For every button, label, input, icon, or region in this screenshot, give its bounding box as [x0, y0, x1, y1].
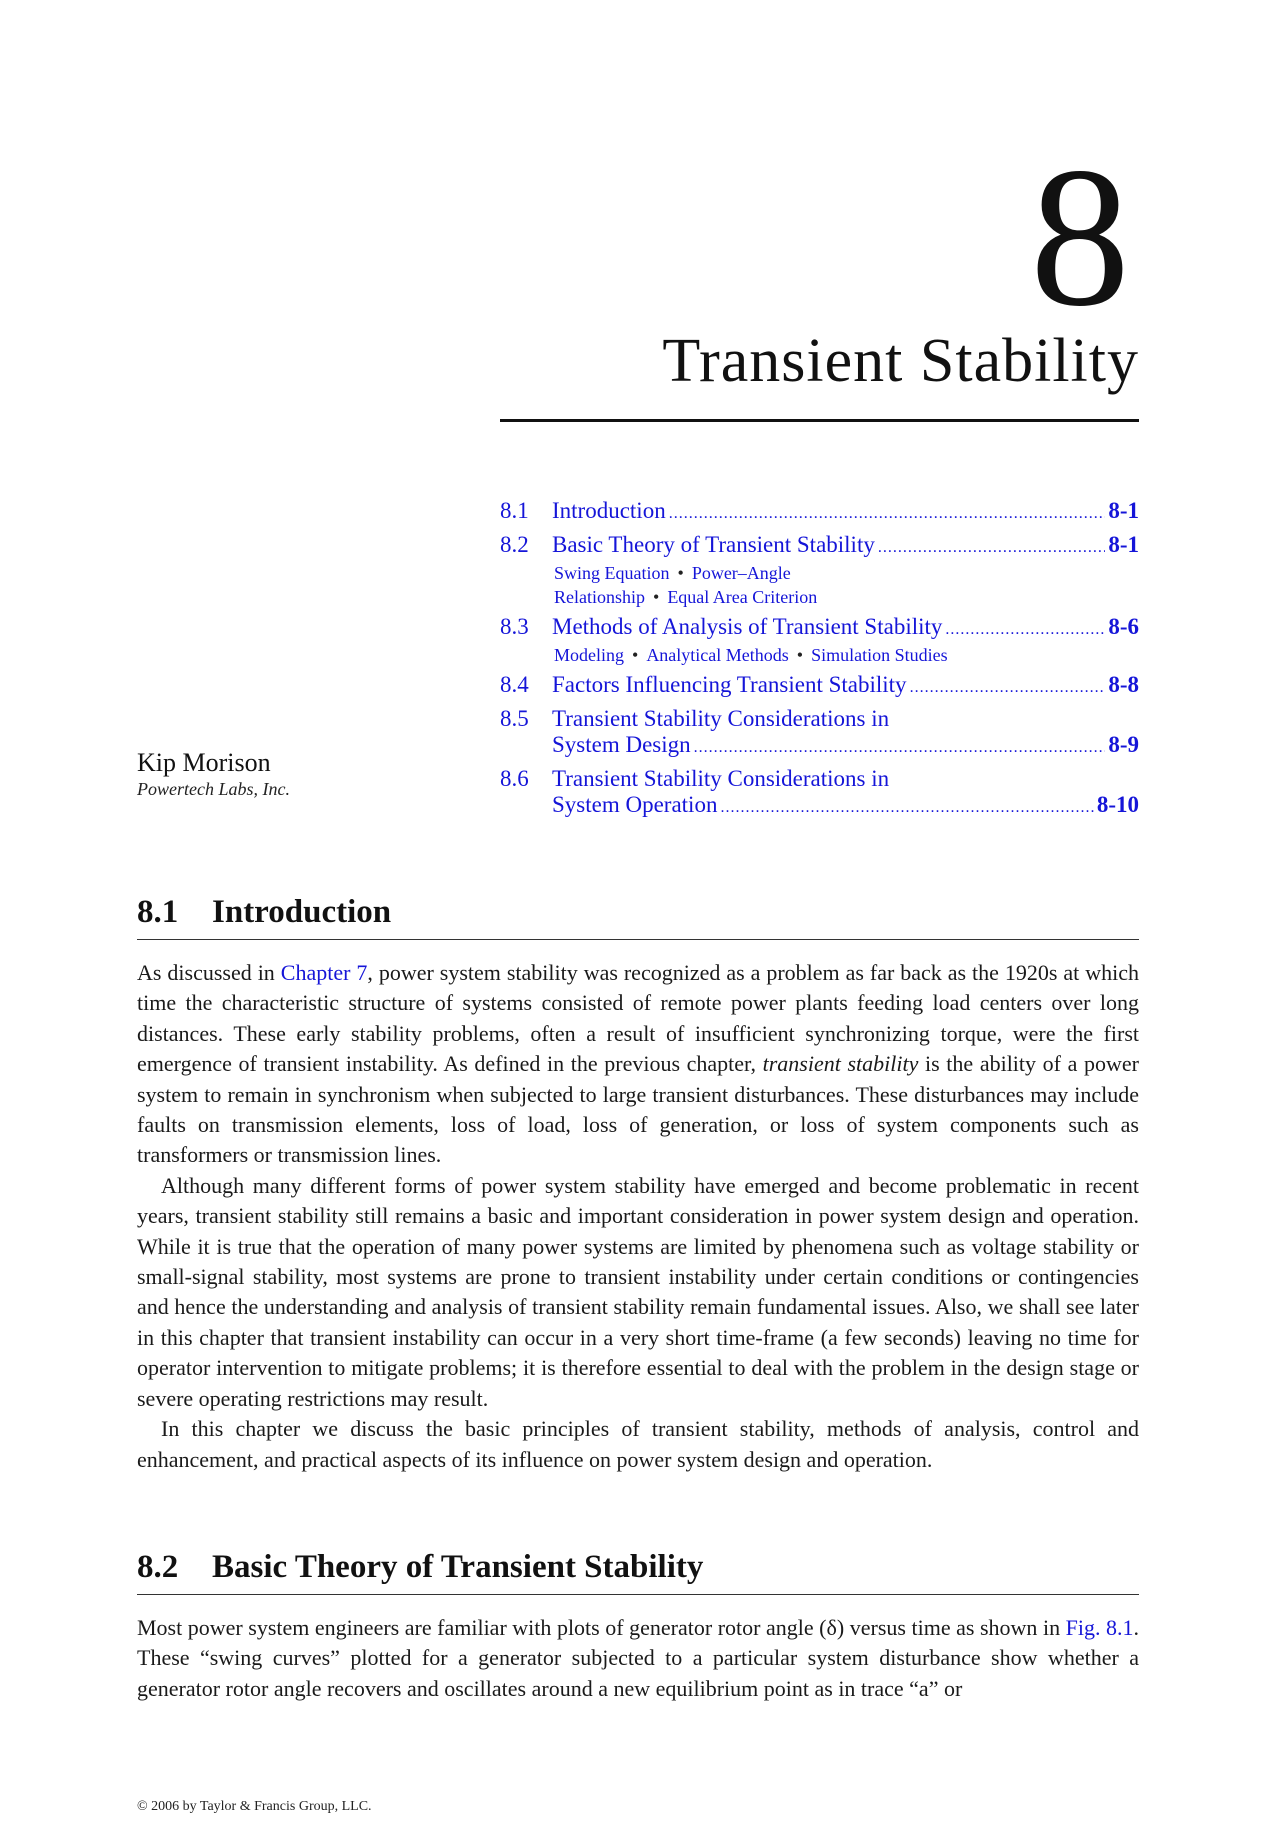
table-of-contents — [500, 498, 1139, 821]
toc-entry-number: 8.5 — [500, 706, 529, 731]
section-heading-introduction — [137, 893, 1139, 940]
toc-entry-system-design[interactable] — [500, 706, 1139, 761]
toc-entry-label[interactable]: Transient Stability Considerations in — [552, 706, 890, 731]
toc-entry-label[interactable]: Transient Stability Considerations in — [552, 766, 890, 791]
author-name: Kip Morison — [137, 748, 271, 777]
section-heading-basic-theory — [137, 1548, 1139, 1595]
toc-entry-factors[interactable] — [500, 672, 1139, 701]
text-run: . These “swing curves” plotted for a generator subjected to a particular system disturbance show whether a generator rotor angle recovers and oscillates around a new equilibrium point as in trace “a” or — [137, 1615, 1139, 1701]
toc-subtopic[interactable]: Equal Area Criterion — [667, 587, 818, 607]
toc-entry-label-continued[interactable]: System Design — [552, 732, 691, 757]
toc-entry-page[interactable]: 8-9 — [1108, 732, 1139, 757]
text-run: As discussed in — [137, 960, 281, 985]
toc-subtopic[interactable]: Power–Angle — [691, 563, 791, 583]
toc-entry-label[interactable]: Introduction — [552, 498, 666, 523]
figure-8-1-link[interactable]: Fig. 8.1 — [1065, 1615, 1134, 1640]
toc-entry-number: 8.2 — [500, 532, 529, 557]
toc-leader-dots — [669, 501, 1106, 527]
paragraph — [137, 1613, 1139, 1704]
text-run: is the ability of a power system to remain in synchronism when subjected to large transient disturbances. These disturbances may include faults on transmission elements, loss of load, loss of generation, or loss of system components such as transformers or transmission lines. — [137, 1051, 1139, 1168]
toc-entry-page[interactable]: 8-1 — [1108, 498, 1139, 523]
text-run: Most power system engineers are familiar with plots of generator rotor angle (δ) versus time as shown in — [137, 1615, 1066, 1640]
toc-entry-number: 8.3 — [500, 614, 529, 639]
toc-entry-label[interactable]: Factors Influencing Transient Stability — [552, 672, 907, 697]
chapter-number: 8 — [1030, 127, 1130, 348]
toc-subtopics — [500, 561, 1139, 585]
toc-entry-label[interactable]: Basic Theory of Transient Stability — [552, 532, 875, 557]
toc-leader-dots — [878, 535, 1105, 561]
chapter-7-link[interactable]: Chapter 7 — [280, 960, 368, 985]
toc-subtopic[interactable]: Simulation Studies — [811, 645, 948, 665]
section-number: 8.2 — [137, 1549, 179, 1585]
paragraph: Although many different forms of power system stability have emerged and become problematic in recent years, transient stability still remains a basic and important consideration in power system design and operation. While it is true that the operation of many power systems are limited by phenomena such as voltage stability or small-signal stability, most systems are prone to transient instability under certain conditions or contingencies and hence the understanding and analysis of transient stability remain fundamental issues. Also, we shall see later in this chapter that transient instability can occur in a very short time-frame (a few seconds) leaving no time for operator intervention to mitigate problems; it is therefore essential to deal with the problem in the design stage or severe operating restrictions may result. — [137, 1172, 1139, 1411]
toc-entry-number: 8.1 — [500, 498, 529, 523]
author-affiliation: Powertech Labs, Inc. — [137, 779, 290, 799]
toc-entry-page[interactable]: 8-10 — [1096, 792, 1139, 817]
paragraph — [137, 958, 1139, 1171]
bullet-separator: • — [796, 645, 804, 665]
toc-entry-methods-of-analysis[interactable] — [500, 614, 1139, 667]
toc-entry-introduction[interactable] — [500, 498, 1139, 527]
section-title: Basic Theory of Transient Stability — [212, 1549, 704, 1585]
chapter-title: Transient Stability — [662, 327, 1139, 395]
toc-subtopics — [500, 585, 1139, 609]
text-run: , power system stability was recognized as a problem as far back as the 1920s at which time the characteristic structure of systems consisted of remote power plants feeding load centers over long distances. These early stability problems, often a result of insufficient synchronizing torque, were the first emergence of transient instability. As defined in the previous chapter, — [137, 960, 1139, 1077]
section-title: Introduction — [212, 894, 392, 930]
toc-leader-dots — [910, 675, 1106, 701]
toc-entry-page[interactable]: 8-1 — [1108, 532, 1139, 557]
bullet-separator: • — [653, 587, 660, 607]
toc-leader-dots — [694, 735, 1106, 761]
toc-subtopics — [500, 643, 1139, 667]
toc-subtopic[interactable]: Analytical Methods — [646, 645, 789, 665]
bullet-separator: • — [632, 645, 639, 665]
basic-theory-body — [137, 1613, 1139, 1704]
introduction-body — [137, 958, 1139, 1475]
paragraph: In this chapter we discuss the basic principles of transient stability, methods of analysis, control and enhancement, and practical aspects of its influence on power system design and operation. — [137, 1416, 1139, 1472]
toc-entry-page[interactable]: 8-8 — [1108, 672, 1139, 697]
toc-entry-label[interactable]: Methods of Analysis of Transient Stability — [552, 614, 943, 639]
toc-entry-basic-theory[interactable] — [500, 532, 1139, 609]
toc-entry-number: 8.6 — [500, 766, 529, 791]
toc-subtopic[interactable]: Swing Equation — [554, 563, 670, 583]
title-rule — [500, 419, 1139, 422]
toc-subtopic[interactable]: Modeling — [554, 645, 624, 665]
toc-entry-system-operation[interactable] — [500, 766, 1139, 821]
toc-entry-page[interactable]: 8-6 — [1108, 614, 1139, 639]
toc-entry-number: 8.4 — [500, 672, 529, 697]
italic-term: transient stability — [762, 1051, 919, 1077]
copyright-footer: © 2006 by Taylor & Francis Group, LLC. — [137, 1799, 372, 1814]
toc-leader-dots — [720, 795, 1093, 821]
bullet-separator: • — [677, 563, 684, 583]
section-number: 8.1 — [137, 894, 179, 930]
toc-subtopic[interactable]: Relationship — [554, 587, 645, 607]
toc-entry-label-continued[interactable]: System Operation — [552, 792, 718, 817]
toc-leader-dots — [945, 617, 1105, 643]
